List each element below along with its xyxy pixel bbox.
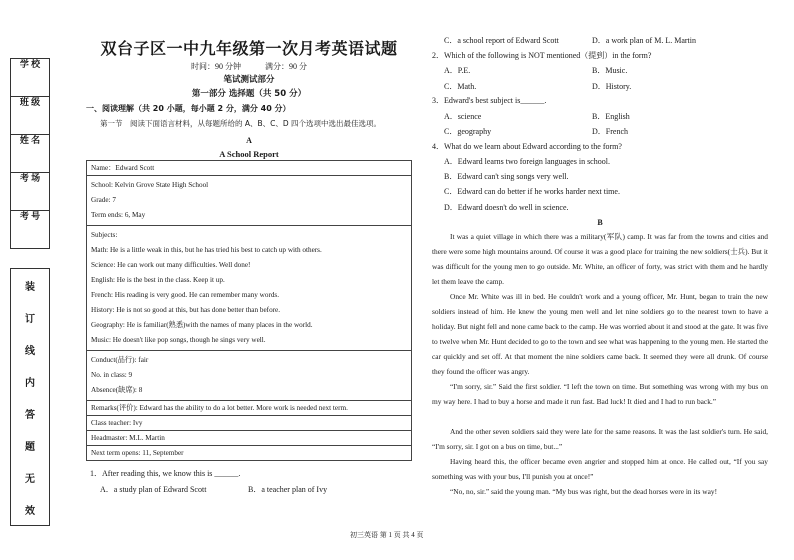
student-info-box — [10, 58, 50, 249]
seal-char: 订 — [25, 313, 35, 325]
q4-option-b[interactable]: B．Edward can't sing songs very well. — [444, 172, 569, 181]
report-remarks: Remarks(评价): Edward has the ability to do a lot better. More work is needed next term. — [87, 401, 412, 416]
report-conduct: Conduct(品行): fair — [91, 356, 149, 364]
report-no-in-class: No. in class: 9 — [91, 371, 133, 379]
exam-room-field[interactable]: 考 场 — [11, 173, 49, 211]
subject-music: Music: He doesn't like pop songs, though he sings very well. — [91, 336, 266, 344]
q3-option-b[interactable]: B．English — [592, 112, 630, 121]
school-report-table — [86, 160, 412, 461]
report-headmaster: Headmaster: M.L. Martin — [87, 431, 412, 446]
passage-b-paragraph-6: “No, no, sir.” said the young man. “My bus was right, but the dead horses were in its way! — [450, 487, 718, 496]
q3-option-c[interactable]: C．geography — [444, 127, 492, 136]
q4-option-a[interactable]: A．Edward learns two foreign languages in school. — [444, 157, 610, 166]
q2-stem: 2．Which of the following is NOT mentioned（提到）in the form? — [432, 51, 652, 60]
subject-math: Math: He is a little weak in this, but he has tried his best to catch up with others. — [91, 246, 322, 254]
passage-b-paragraph-3: “I'm sorry, sir.” Said the first soldier. “I left the town on time. But something was wrong with my bus on my way here. I had to buy a horse and made it run fast. Bad luck! It died and I had to run back.” — [432, 382, 768, 406]
part-one-heading: 第一部分 选择题（共 50 分） — [191, 89, 307, 99]
report-subjects-block — [87, 226, 412, 351]
q1-stem: 1．After reading this, we know this is ______. — [90, 469, 241, 478]
report-term-ends: Term ends: 6, May — [91, 211, 146, 219]
subject-french: French: His reading is very good. He can remember many words. — [91, 291, 280, 299]
binding-line-notice — [10, 268, 50, 526]
subject-history: History: He is not so good at this, but has done better than before. — [91, 306, 281, 314]
seal-char: 题 — [25, 441, 35, 453]
seal-char: 答 — [25, 409, 35, 421]
exam-title: 双台子区一中九年级第一次月考英语试题 — [100, 39, 398, 58]
seal-char: 无 — [25, 473, 35, 485]
q1-option-d[interactable]: D．a work plan of M. L. Martin — [592, 36, 696, 45]
name-field[interactable]: 姓 名 — [11, 135, 49, 173]
q2-option-d[interactable]: D．History. — [592, 82, 632, 91]
report-school-block — [87, 176, 412, 226]
q4-option-d[interactable]: D．Edward doesn't do well in science. — [444, 203, 569, 212]
q3-stem: 3．Edward's best subject is______. — [432, 96, 547, 105]
report-name: Name：Edward Scott — [87, 161, 412, 176]
report-class-teacher: Class teacher: Ivy — [87, 416, 412, 431]
q1-option-a[interactable]: A．a study plan of Edward Scott — [100, 485, 207, 494]
class-field[interactable]: 班 级 — [11, 97, 49, 135]
passage-b-paragraph-4: And the other seven soldiers said they were late for the same reasons. It was the last soldier's turn. He said, “I'm sorry, sir. I got on a bus on time, but...” — [432, 427, 768, 451]
section-main: 笔试测试部分 — [223, 75, 275, 85]
subject-geography: Geography: He is familiar(熟悉)with the names of many places in the world. — [91, 321, 313, 329]
reading-instruction: 第一节 阅读下面语言材料，从每题所给的 A、B、C、D 四个选项中选出最佳选项。 — [100, 119, 382, 128]
passage-a-letter: A — [246, 136, 252, 145]
q1-option-c[interactable]: C．a school report of Edward Scott — [444, 36, 559, 45]
q2-option-c[interactable]: C．Math. — [444, 82, 477, 91]
subject-science: Science: He can work out many difficulties. Well done! — [91, 261, 251, 269]
seal-char: 内 — [25, 377, 35, 389]
reading-heading: 一、阅读理解（共 20 小题，每小题 2 分，满分 40 分） — [86, 104, 291, 113]
seal-char: 线 — [25, 345, 35, 357]
passage-b-paragraph-2: Once Mr. White was ill in bed. He couldn't work and a young officer, Mr. Hunt, began to train the new soldiers instead of him. He knew the young men well and let nine soldiers go to the nearest town to have a holiday. But night fell and none came back to the camp. He was worried about it and stood at the gate. It was five to twelve when Mr. Hunt decided to go to the town and see what was happening to the young men. He started the car quickly and set off. At that moment the nine soldiers came back. It seemed they were all drunk. Of course they found the officer was angry. — [432, 292, 768, 376]
page-footer: 初三英语 第 1 页 共 4 页 — [350, 531, 424, 539]
report-school: School: Kelvin Grove State High School — [91, 181, 209, 189]
q3-option-a[interactable]: A．science — [444, 112, 482, 121]
passage-a-title: A School Report — [219, 149, 279, 159]
passage-b-letter: B — [597, 218, 603, 227]
report-next-term: Next term opens: 11, September — [87, 446, 412, 461]
exam-number-field[interactable]: 考 号 — [19, 211, 41, 221]
time-score: 时间：90 分钟 满分：90 分 — [191, 62, 307, 71]
seal-char: 效 — [25, 505, 35, 517]
school-field[interactable]: 学 校 — [11, 59, 49, 97]
q2-option-a[interactable]: A．P.E. — [444, 66, 471, 75]
q3-option-d[interactable]: D．French — [592, 127, 628, 136]
report-absence: Absence(缺席): 8 — [91, 386, 143, 394]
q1-option-b[interactable]: B．a teacher plan of Ivy — [248, 485, 328, 494]
subject-english: English: He is the best in the class. Keep it up. — [91, 276, 225, 284]
seal-char: 装 — [25, 281, 35, 293]
subjects-label: Subjects: — [91, 231, 118, 239]
report-grade: Grade: 7 — [91, 196, 116, 204]
passage-b-paragraph-5: Having heard this, the officer became even angrier and stopped him at once. He called out, “If you say something was with your bus, I'll punish you at once!” — [432, 457, 768, 481]
passage-b-paragraph-1: It was a quiet village in which there was a military(军队) camp. It was far from the towns and cities and there were some high mountains around. Of course it was a good place for training the new soldiers(士兵). But it was difficult for the young men to go outside. Mr. White, an officer of forty, was strict with them and he hardly let them leave the camp. — [432, 232, 768, 286]
q4-stem: 4．What do we learn about Edward according to the form? — [432, 142, 622, 151]
q2-option-b[interactable]: B．Music. — [592, 66, 628, 75]
report-conduct-block — [87, 351, 412, 401]
q4-option-c[interactable]: C．Edward can do better if he works harder next time. — [444, 187, 620, 196]
